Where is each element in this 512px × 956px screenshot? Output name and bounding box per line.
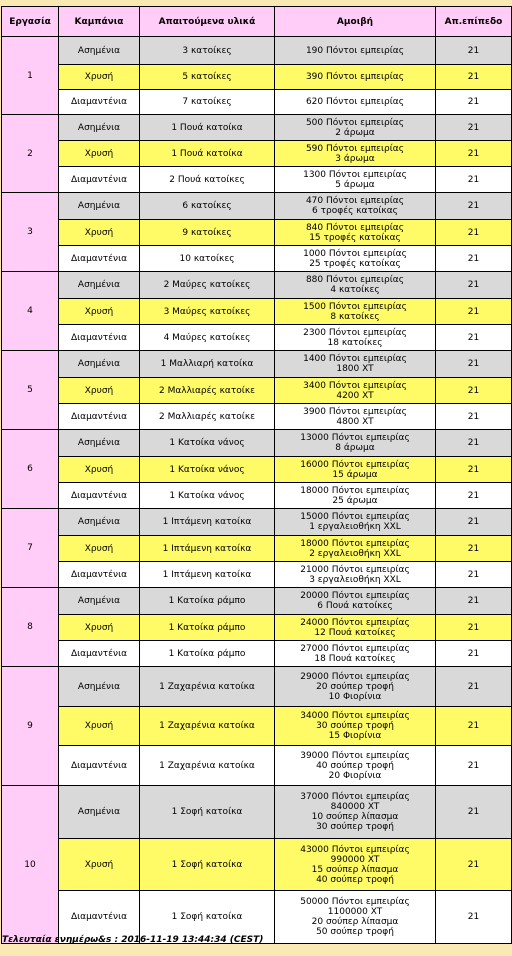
quest-number: 10 (2, 786, 59, 944)
reward-cell (275, 37, 436, 65)
reward-line: 5 άρωμα (335, 179, 375, 190)
materials-cell: 1 Ζαχαρένια κατοίκα (140, 746, 275, 786)
level-cell: 21 (436, 839, 512, 891)
reward-cell (275, 246, 436, 272)
table-row (2, 404, 512, 430)
materials-cell: 3 Μαύρες κατοίκες (140, 299, 275, 325)
header-level: Απ.επίπεδο (436, 7, 512, 37)
reward-line: 500 Πόντοι εμπειρίας (305, 117, 405, 128)
reward-cell (275, 193, 436, 220)
campaign-cell: Ασημένια (59, 351, 140, 378)
campaign-cell: Ασημένια (59, 667, 140, 707)
table-row (2, 272, 512, 299)
reward-cell (275, 115, 436, 141)
reward-line: 6 τροφές κατοίκας (312, 206, 398, 216)
reward-cell (275, 351, 436, 378)
materials-cell: 6 κατοίκες (140, 193, 275, 220)
materials-cell: 1 Σοφή κατοίκα (140, 891, 275, 944)
reward-line: 24000 Πόντοι εμπειρίας (300, 617, 410, 628)
quests-table (1, 6, 512, 944)
reward-line: 20 Φιορίνια (328, 770, 382, 781)
table-row (2, 115, 512, 141)
level-cell: 21 (436, 299, 512, 325)
reward-cell (275, 483, 436, 509)
campaign-cell: Διαμαντένια (59, 404, 140, 430)
reward-line: 25 άρωμα (332, 495, 378, 506)
campaign-cell: Διαμαντένια (59, 641, 140, 667)
table-row (2, 37, 512, 65)
reward-line: 39000 Πόντοι εμπειρίας (300, 750, 410, 761)
table-row (2, 378, 512, 404)
reward-line: 4 κατοίκες (330, 285, 380, 295)
table-row (2, 615, 512, 641)
reward-line: 3 άρωμα (335, 153, 375, 164)
quest-number: 8 (2, 588, 59, 667)
materials-cell: 2 Πουά κατοίκες (140, 167, 275, 193)
table-row (2, 562, 512, 588)
materials-cell: 1 Σοφή κατοίκα (140, 786, 275, 839)
level-cell: 21 (436, 430, 512, 457)
reward-line: 8 κατοίκες (330, 311, 380, 322)
table-row (2, 786, 512, 839)
materials-cell: 4 Μαύρες κατοίκες (140, 325, 275, 351)
level-cell: 21 (436, 193, 512, 220)
reward-cell (275, 615, 436, 641)
campaign-cell: Ασημένια (59, 272, 140, 299)
reward-line: 2300 Πόντοι εμπειρίας (303, 327, 407, 338)
reward-cell (275, 299, 436, 325)
materials-cell: 1 Πουά κατοίκα (140, 141, 275, 167)
materials-cell: 1 Κατοίκα νάνος (140, 483, 275, 509)
reward-line: 13000 Πόντοι εμπειρίας (300, 433, 410, 443)
header-reward: Αμοιβή (275, 7, 436, 37)
reward-cell (275, 141, 436, 167)
reward-line: 18000 Πόντοι εμπειρίας (300, 538, 410, 549)
campaign-cell: Ασημένια (59, 193, 140, 220)
table-row (2, 193, 512, 220)
campaign-cell: Διαμαντένια (59, 562, 140, 588)
campaign-cell: Χρυσή (59, 299, 140, 325)
reward-cell (275, 220, 436, 246)
reward-line: 1800 XT (336, 364, 374, 374)
quests-body (2, 37, 512, 944)
campaign-cell: Διαμαντένια (59, 891, 140, 944)
campaign-cell: Χρυσή (59, 457, 140, 483)
materials-cell: 1 Πουά κατοίκα (140, 115, 275, 141)
materials-cell: 1 Ιπτάμενη κατοίκα (140, 509, 275, 536)
quest-number: 6 (2, 430, 59, 509)
reward-line: 15 σούπερ λίπασμα (311, 864, 399, 875)
reward-line: 3 εργαλειοθήκη XXL (309, 574, 401, 585)
table-row (2, 483, 512, 509)
reward-line: 390 Πόντοι εμπειρίας (305, 72, 405, 82)
reward-line: 190 Πόντοι εμπειρίας (305, 45, 405, 56)
reward-line: 8 άρωμα (335, 443, 375, 453)
reward-line: 4200 XT (336, 390, 374, 401)
reward-line: 470 Πόντοι εμπειρίας (305, 196, 405, 206)
materials-cell: 7 κατοίκες (140, 90, 275, 115)
quest-number: 7 (2, 509, 59, 588)
reward-cell (275, 667, 436, 707)
reward-cell (275, 509, 436, 536)
level-cell: 21 (436, 483, 512, 509)
reward-line: 21000 Πόντοι εμπειρίας (300, 564, 410, 575)
level-cell: 21 (436, 325, 512, 351)
level-cell: 21 (436, 588, 512, 615)
reward-cell (275, 90, 436, 115)
reward-line: 1100000 XT (327, 907, 383, 917)
materials-cell: 1 Μαλλιαρή κατοίκα (140, 351, 275, 378)
materials-cell: 2 Μαύρες κατοίκες (140, 272, 275, 299)
reward-line: 16000 Πόντοι εμπειρίας (300, 459, 410, 470)
campaign-cell: Χρυσή (59, 220, 140, 246)
campaign-cell: Διαμαντένια (59, 167, 140, 193)
reward-line: 50000 Πόντοι εμπειρίας (300, 897, 410, 907)
campaign-cell: Χρυσή (59, 141, 140, 167)
table-row (2, 246, 512, 272)
campaign-cell: Ασημένια (59, 509, 140, 536)
reward-cell (275, 378, 436, 404)
reward-line: 10 σούπερ λίπασμα (311, 812, 399, 822)
reward-line: 1300 Πόντοι εμπειρίας (303, 169, 407, 180)
reward-line: 1500 Πόντοι εμπειρίας (303, 301, 407, 312)
campaign-cell: Ασημένια (59, 115, 140, 141)
materials-cell: 1 Κατοίκα ράμπο (140, 615, 275, 641)
table-row (2, 588, 512, 615)
campaign-cell: Διαμαντένια (59, 90, 140, 115)
reward-line: 34000 Πόντοι εμπειρίας (300, 711, 410, 721)
reward-line: 2 άρωμα (335, 127, 375, 138)
level-cell: 21 (436, 220, 512, 246)
campaign-cell: Χρυσή (59, 65, 140, 90)
last-updated: Τελευταία ενημέρω&s : 2016-11-19 13:44:34 (CEST) (2, 935, 264, 945)
reward-line: 43000 Πόντοι εμπειρίας (300, 844, 410, 855)
quest-number: 2 (2, 115, 59, 193)
reward-line: 15 Φιορίνια (328, 731, 382, 741)
header-row (2, 7, 512, 37)
level-cell: 21 (436, 746, 512, 786)
table-row (2, 325, 512, 351)
table-row (2, 746, 512, 786)
reward-line: 3900 Πόντοι εμπειρίας (303, 406, 407, 417)
reward-line: 840 Πόντοι εμπειρίας (305, 222, 405, 233)
level-cell: 21 (436, 509, 512, 536)
reward-line: 15 άρωμα (332, 469, 378, 480)
reward-line: 40 σούπερ τροφή (316, 874, 394, 885)
materials-cell: 10 κατοίκες (140, 246, 275, 272)
materials-cell: 1 Ζαχαρένια κατοίκα (140, 667, 275, 707)
reward-line: 4800 XT (336, 416, 374, 427)
reward-line: 12 Πουά κατοίκες (314, 627, 396, 638)
materials-cell: 1 Ιπτάμενη κατοίκα (140, 536, 275, 562)
campaign-cell: Ασημένια (59, 430, 140, 457)
level-cell: 21 (436, 404, 512, 430)
campaign-cell: Διαμαντένια (59, 483, 140, 509)
reward-cell (275, 65, 436, 90)
level-cell: 21 (436, 272, 512, 299)
campaign-cell: Ασημένια (59, 786, 140, 839)
materials-cell: 2 Μαλλιαρές κατοίκε (140, 378, 275, 404)
table-row (2, 707, 512, 746)
reward-line: 20 σούπερ λίπασμα (311, 917, 399, 927)
table-row (2, 839, 512, 891)
reward-line: 590 Πόντοι εμπειρίας (305, 143, 405, 154)
reward-cell (275, 746, 436, 786)
level-cell: 21 (436, 90, 512, 115)
campaign-cell: Χρυσή (59, 536, 140, 562)
level-cell: 21 (436, 378, 512, 404)
quest-number: 5 (2, 351, 59, 430)
reward-cell (275, 707, 436, 746)
reward-line: 15 τροφές κατοίκας (309, 232, 401, 243)
table-row (2, 667, 512, 707)
reward-cell (275, 588, 436, 615)
reward-line: 18 κατοίκες (327, 337, 383, 348)
header-quest: Εργασία (2, 7, 59, 37)
level-cell: 21 (436, 562, 512, 588)
materials-cell: 1 Ιπτάμενη κατοίκα (140, 562, 275, 588)
reward-line: 840000 XT (330, 802, 380, 812)
table-row (2, 509, 512, 536)
level-cell: 21 (436, 351, 512, 378)
reward-cell (275, 839, 436, 891)
table-row (2, 641, 512, 667)
reward-line: 1 εργαλειοθήκη XXL (309, 522, 401, 532)
reward-line: 25 τροφές κατοίκας (309, 258, 401, 269)
campaign-cell: Ασημένια (59, 588, 140, 615)
materials-cell: 2 Μαλλιαρές κατοίκε (140, 404, 275, 430)
level-cell: 21 (436, 167, 512, 193)
campaign-cell: Χρυσή (59, 378, 140, 404)
reward-line: 29000 Πόντοι εμπειρίας (300, 671, 410, 682)
reward-line: 40 σούπερ τροφή (316, 760, 394, 771)
reward-line: 30 σούπερ τροφή (316, 822, 394, 832)
reward-cell (275, 272, 436, 299)
header-materials: Απαιτούμενα υλικά (140, 7, 275, 37)
level-cell: 21 (436, 641, 512, 667)
level-cell: 21 (436, 65, 512, 90)
table-row (2, 90, 512, 115)
reward-line: 20000 Πόντοι εμπειρίας (300, 591, 410, 601)
reward-cell (275, 786, 436, 839)
campaign-cell: Χρυσή (59, 707, 140, 746)
materials-cell: 3 κατοίκες (140, 37, 275, 65)
reward-line: 37000 Πόντοι εμπειρίας (300, 792, 410, 802)
reward-cell (275, 536, 436, 562)
table-row (2, 220, 512, 246)
quest-number: 4 (2, 272, 59, 351)
table-row (2, 167, 512, 193)
quest-number: 1 (2, 37, 59, 115)
reward-cell (275, 562, 436, 588)
reward-line: 620 Πόντοι εμπειρίας (305, 97, 405, 107)
reward-line: 3400 Πόντοι εμπειρίας (303, 380, 407, 391)
reward-cell (275, 404, 436, 430)
reward-line: 990000 XT (330, 854, 380, 865)
materials-cell: 1 Σοφή κατοίκα (140, 839, 275, 891)
reward-cell (275, 641, 436, 667)
table-row (2, 430, 512, 457)
materials-cell: 1 Κατοίκα νάνος (140, 457, 275, 483)
reward-line: 18 Πουά κατοίκες (314, 653, 396, 664)
level-cell: 21 (436, 786, 512, 839)
campaign-cell: Χρυσή (59, 615, 140, 641)
quest-number: 3 (2, 193, 59, 272)
campaign-cell: Διαμαντένια (59, 246, 140, 272)
quest-number: 9 (2, 667, 59, 786)
materials-cell: 1 Κατοίκα ράμπο (140, 641, 275, 667)
table-row (2, 351, 512, 378)
materials-cell: 5 κατοίκες (140, 65, 275, 90)
campaign-cell: Διαμαντένια (59, 325, 140, 351)
reward-line: 10 Φιορίνια (328, 691, 382, 702)
table-row (2, 141, 512, 167)
campaign-cell: Διαμαντένια (59, 746, 140, 786)
reward-line: 27000 Πόντοι εμπειρίας (300, 643, 410, 654)
table-row (2, 299, 512, 325)
reward-cell (275, 891, 436, 944)
reward-line: 1400 Πόντοι εμπειρίας (303, 354, 407, 364)
campaign-cell: Χρυσή (59, 839, 140, 891)
reward-line: 20 σούπερ τροφή (316, 681, 394, 692)
campaign-cell: Ασημένια (59, 37, 140, 65)
level-cell: 21 (436, 115, 512, 141)
reward-cell (275, 167, 436, 193)
reward-line: 15000 Πόντοι εμπειρίας (300, 512, 410, 522)
reward-line: 18000 Πόντοι εμπειρίας (300, 485, 410, 496)
reward-line: 1000 Πόντοι εμπειρίας (303, 248, 407, 259)
level-cell: 21 (436, 615, 512, 641)
materials-cell: 1 Κατοίκα ράμπο (140, 588, 275, 615)
level-cell: 21 (436, 707, 512, 746)
materials-cell: 1 Κατοίκα νάνος (140, 430, 275, 457)
reward-cell (275, 430, 436, 457)
table-row (2, 65, 512, 90)
reward-cell (275, 325, 436, 351)
reward-line: 50 σούπερ τροφή (316, 927, 394, 937)
level-cell: 21 (436, 141, 512, 167)
level-cell: 21 (436, 536, 512, 562)
level-cell: 21 (436, 667, 512, 707)
reward-cell (275, 457, 436, 483)
level-cell: 21 (436, 457, 512, 483)
header-campaign: Καμπάνια (59, 7, 140, 37)
reward-line: 2 εργαλειοθήκη XXL (309, 548, 401, 559)
table-row (2, 457, 512, 483)
reward-line: 6 Πουά κατοίκες (317, 601, 393, 611)
level-cell: 21 (436, 891, 512, 944)
level-cell: 21 (436, 246, 512, 272)
materials-cell: 9 κατοίκες (140, 220, 275, 246)
materials-cell: 1 Ζαχαρένια κατοίκα (140, 707, 275, 746)
reward-line: 880 Πόντοι εμπειρίας (305, 275, 405, 285)
reward-line: 30 σούπερ τροφή (316, 721, 394, 731)
table-row (2, 536, 512, 562)
level-cell: 21 (436, 37, 512, 65)
